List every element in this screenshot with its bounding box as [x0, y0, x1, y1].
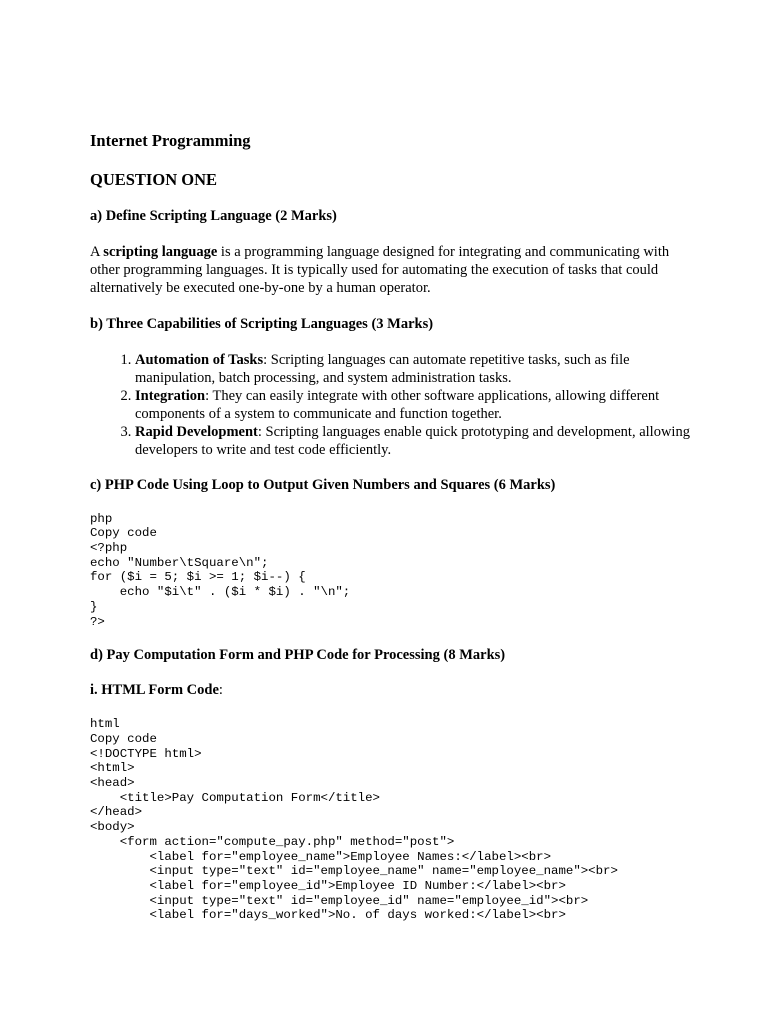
list-item — [135, 423, 690, 459]
list-item — [135, 387, 690, 423]
list-item-text: : They can easily integrate with other software applications, allowing different components of a system to communicate and function together. — [135, 387, 660, 422]
html-code-block: html Copy code <!DOCTYPE html> <html> <head> <title>Pay Computation Form</title> </head> <body> <form action="compute_pay.php" method="post"> <label for="employee_name">Employee Names:</label><br> <input type="text" id="employee_name" name="employee_name"><br> <label for="employee_id">Employee ID Number:</label><br> <input type="text" id="employee_id" name="employee_id"><br> <label for="days_worked">No. of days worked:</label><br> — [90, 717, 618, 923]
list-item — [135, 351, 690, 387]
section-a-text: is a programming language designed for integrating and communicating with other programming languages. It is typically used for automating the execution of tasks that could alternatively be executed one-by-one by a human operator. — [90, 244, 670, 297]
document-page — [90, 131, 690, 923]
list-item-term: Rapid Development — [135, 423, 258, 440]
capabilities-list — [90, 351, 690, 459]
section-d-subheading — [90, 681, 690, 699]
list-item-term: Integration — [135, 387, 206, 404]
section-a-paragraph — [90, 243, 690, 298]
list-item-text: : Scripting languages enable quick prototyping and development, allowing developers to write and test code efficiently. — [135, 423, 690, 458]
subheading-suffix: : — [218, 682, 223, 699]
list-item-text: : Scripting languages can automate repetitive tasks, such as file manipulation, batch processing, and system administration tasks. — [135, 351, 630, 386]
section-a-term: scripting language — [103, 244, 218, 260]
document-title: Internet Programming — [90, 131, 251, 150]
php-code-block: php Copy code <?php echo "Number\tSquare\n"; for ($i = 5; $i >= 1; $i--) { echo "$i\t" . ($i * $i) . "\n"; } ?> — [90, 511, 351, 629]
section-c-heading: c) PHP Code Using Loop to Output Given Numbers and Squares (6 Marks) — [90, 476, 556, 493]
section-b-heading: b) Three Capabilities of Scripting Languages (3 Marks) — [90, 315, 434, 332]
list-item-term: Automation of Tasks — [135, 351, 264, 368]
question-heading: QUESTION ONE — [90, 170, 217, 189]
section-a-prefix: A — [90, 244, 104, 260]
section-a-heading: a) Define Scripting Language (2 Marks) — [90, 208, 337, 224]
section-d-heading: d) Pay Computation Form and PHP Code for Processing (8 Marks) — [90, 647, 506, 664]
subheading-text: i. HTML Form Code — [90, 682, 219, 699]
